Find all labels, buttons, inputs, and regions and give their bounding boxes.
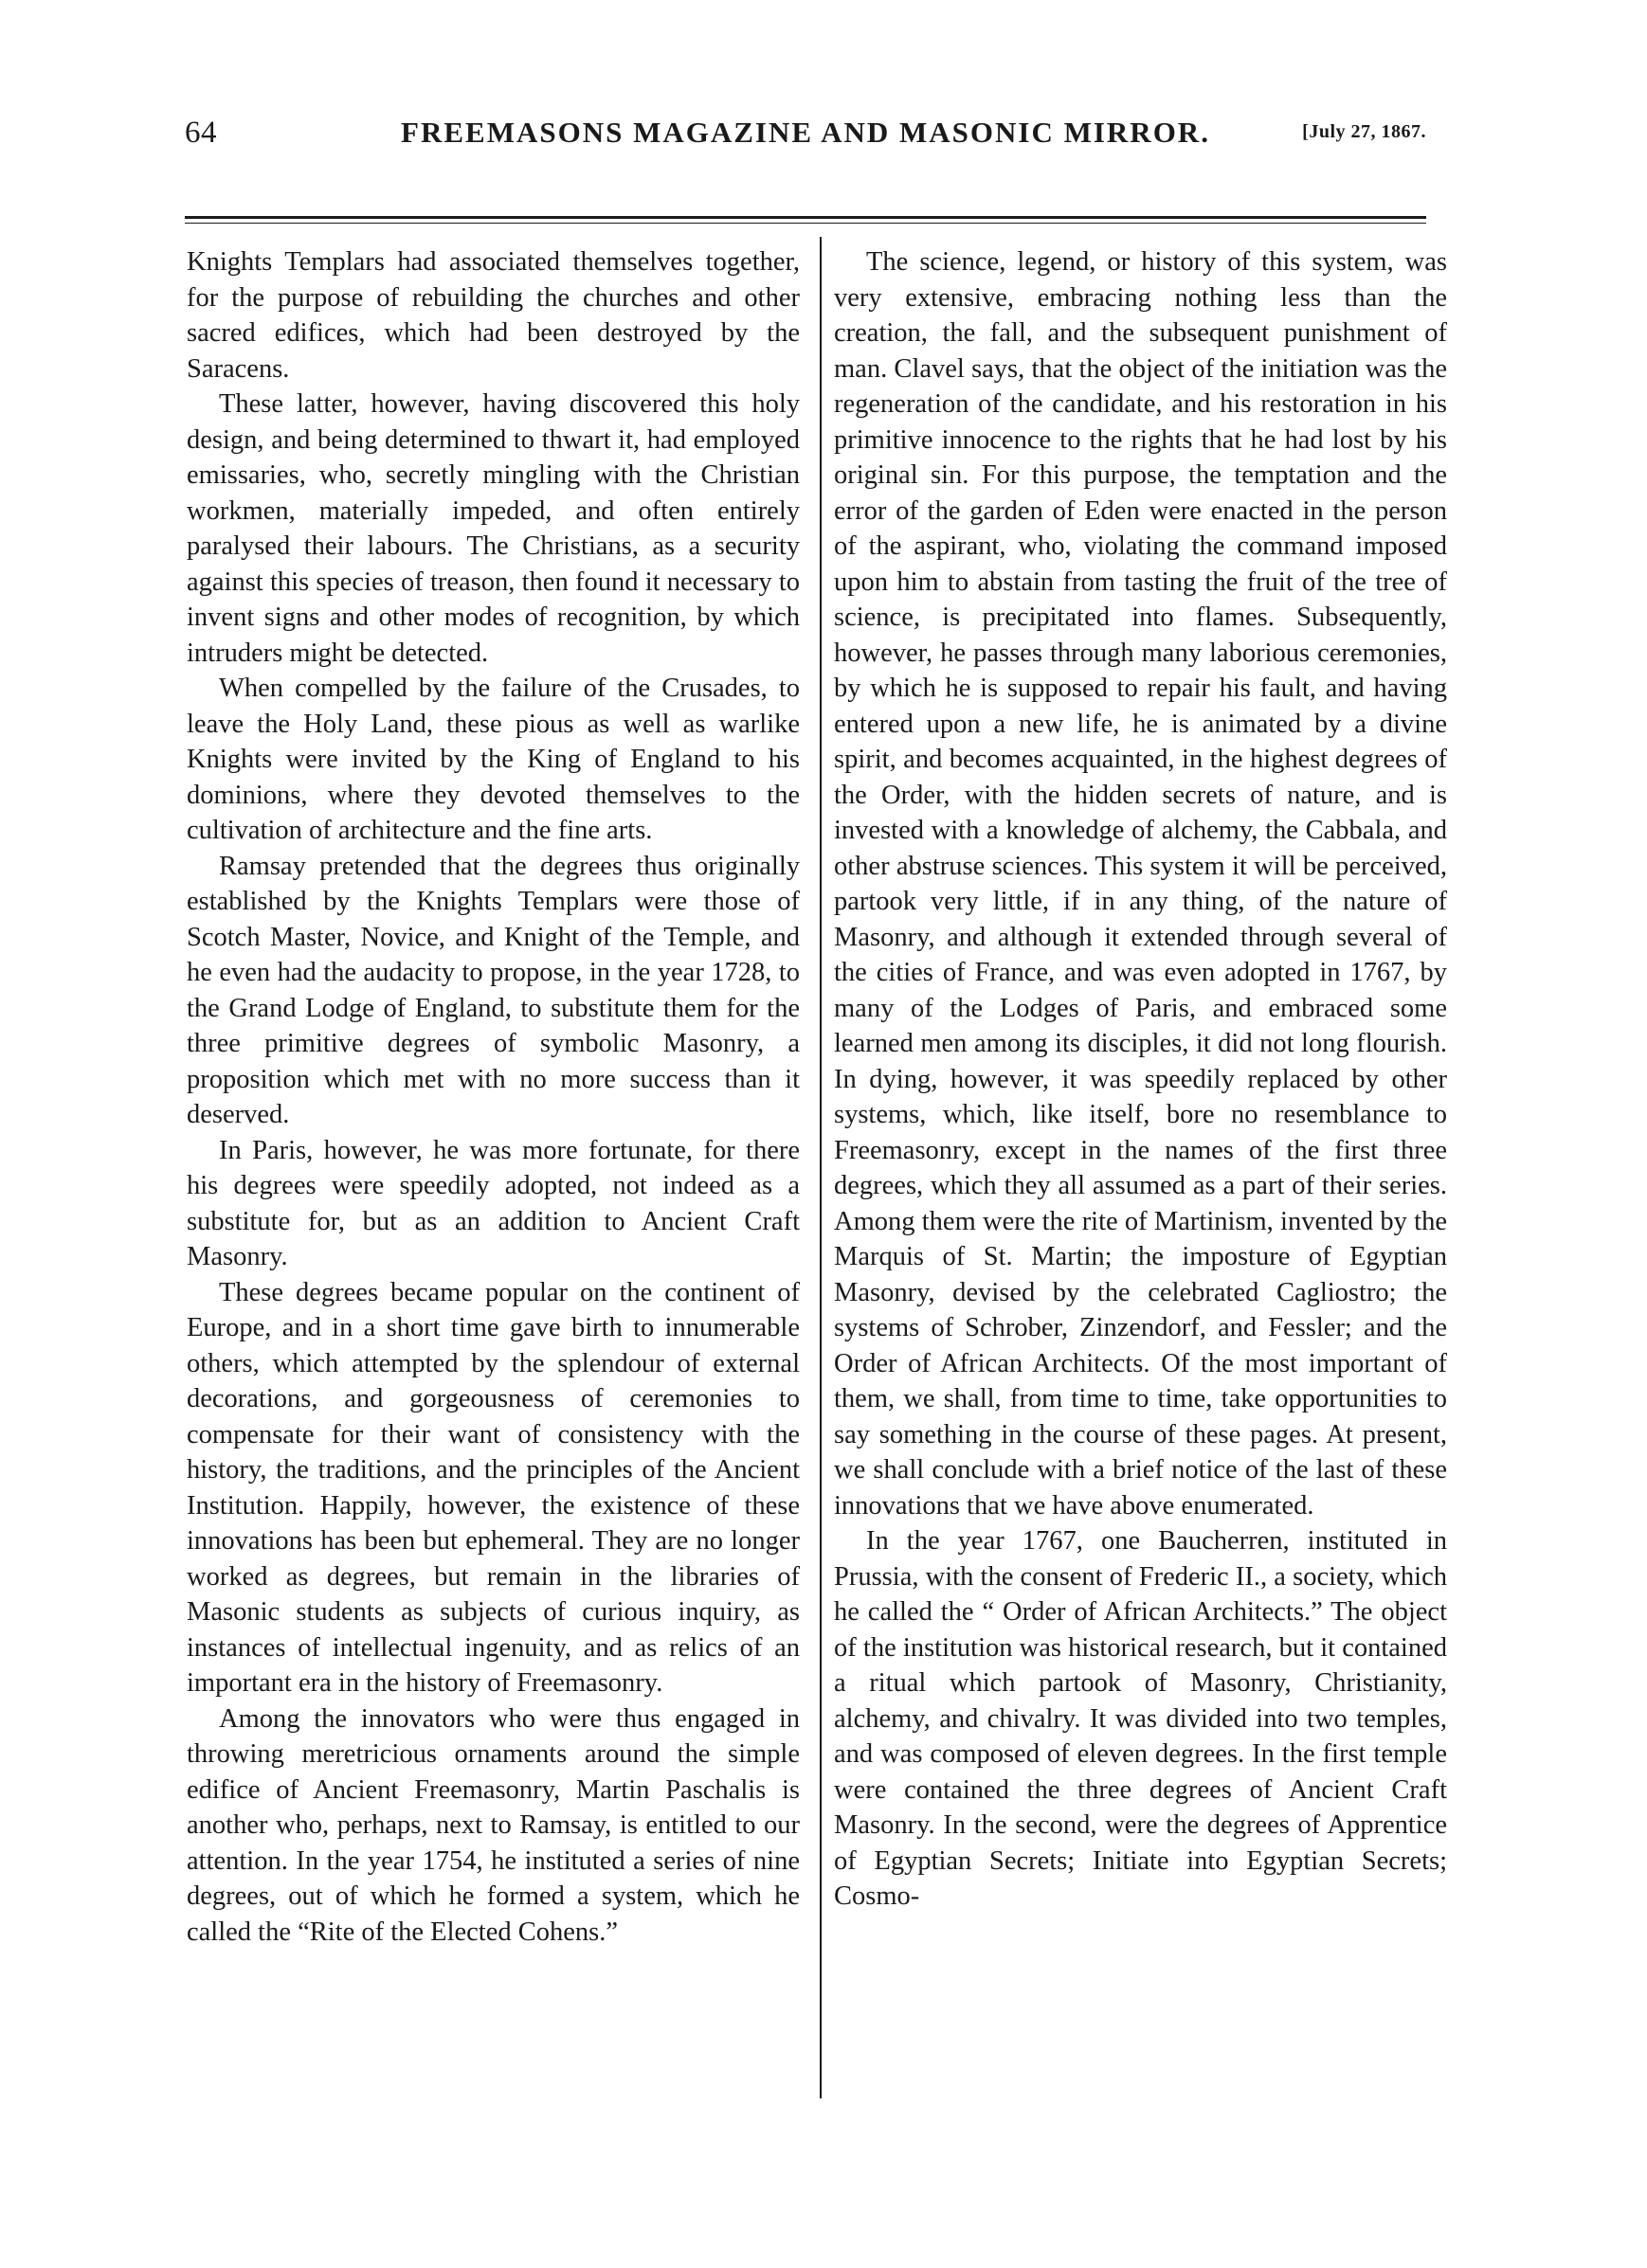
column-divider	[820, 237, 822, 2098]
paragraph: These degrees became popular on the continent of Europe, and in a short time gave birth to innumerable others, which attempted by the splendour of external decorations, and gorgeousness of ceremonies to compensate for their want of consistency with the history, the traditions, and the principles of the Ancient Institution. Happily, however, the existence of these innovations has been but ephemeral. They are no longer worked as degrees, but remain in the libraries of Masonic students as subjects of curious inquiry, as instances of intellectual ingenuity, and as relics of an important era in the history of Freemasonry.	[187, 1277, 800, 1698]
header-rule-thin	[185, 223, 1426, 224]
left-column	[187, 244, 800, 1950]
paragraph: When compelled by the failure of the Crusades, to leave the Holy Land, these pious as well as warlike Knights were invited by the King of England to his dominions, where they devoted themselves to the cultivation of architecture and the fine arts.	[187, 674, 800, 845]
paragraph: Knights Templars had associated themselves together, for the purpose of rebuilding the churches and other sacred edifices, which had been destroyed by the Saracens.	[187, 247, 800, 384]
paragraph: In the year 1767, one Baucherren, instituted in Prussia, with the consent of Frederic II., a society, which he called the “ Order of African Architects.” The object of the institution was historical research, but it contained a ritual which partook of Masonry, Christianity, alchemy, and chivalry. It was divided into two temples, and was composed of eleven degrees. In the first temple were contained the three degrees of Ancient Craft Masonry. In the second, were the degrees of Apprentice of Egyptian Secrets; Initiate into Egyptian Secrets; Cosmo-	[834, 1526, 1447, 1911]
paragraph: Ramsay pretended that the degrees thus originally established by the Knights Templars were those of Scotch Master, Novice, and Knight of the Temple, and he even had the audacity to propose, in the year 1728, to the Grand Lodge of England, to substitute them for the three primitive degrees of symbolic Masonry, a proposition which met with no more success than it deserved.	[187, 851, 800, 1129]
page-number: 64	[185, 116, 217, 150]
running-title: FREEMASONS MAGAZINE AND MASONIC MIRROR.	[401, 116, 1210, 149]
issue-date: [July 27, 1867.	[1302, 121, 1426, 142]
paragraph: Among the innovators who were thus engaged in throwing meretricious ornaments around the simple edifice of Ancient Freemasonry, Martin Paschalis is another who, perhaps, next to Ramsay, is entitled to our attention. In the year 1754, he instituted a series of nine degrees, out of which he formed a system, which he called the “Rite of the Elected Cohens.”	[187, 1703, 800, 1947]
paragraph: In Paris, however, he was more fortunate, for there his degrees were speedily adopted, not indeed as a substitute for, but as an addition to Ancient Craft Masonry.	[187, 1135, 800, 1271]
page-header	[185, 116, 1426, 172]
paragraph: These latter, however, having discovered this holy design, and being determined to thwart it, had employed emissaries, who, secretly mingling with the Christian workmen, materially impeded, and often entirely paralysed their labours. The Christians, as a security against this species of treason, then found it necessary to invent signs and other modes of recognition, by which intruders might be detected.	[187, 389, 800, 668]
paragraph: The science, legend, or history of this system, was very extensive, embracing nothing less than the creation, the fall, and the subsequent punishment of man. Clavel says, that the object of the initiation was the regeneration of the candidate, and his restoration in his primitive innocence to the rights that he had lost by his original sin. For this purpose, the temptation and the error of the garden of Eden were enacted in the person of the aspirant, who, violating the command imposed upon him to abstain from tasting the fruit of the tree of science, is precipitated into flames. Subsequently, however, he passes through many laborious ceremonies, by which he is supposed to repair his fault, and having entered upon a new life, he is animated by a divine spirit, and becomes acquainted, in the highest degrees of the Order, with the hidden secrets of nature, and is invested with a knowledge of alchemy, the Cabbala, and other abstruse sciences. This system it will be perceived, partook very little, if in any thing, of the nature of Masonry, and although it extended through several of the cities of France, and was even adopted in 1767, by many of the Lodges of Paris, and embraced some learned men among its disciples, it did not long flourish. In dying, however, it was speedily replaced by other systems, which, like itself, bore no resemblance to Freemasonry, except in the names of the first three degrees, which they all assumed as a part of their series. Among them were the rite of Martinism, invented by the Marquis of St. Martin; the imposture of Egyptian Masonry, devised by the celebrated Cagliostro; the systems of Schrober, Zinzendorf, and Fessler; and the Order of African Architects. Of the most important of them, we shall, from time to time, take opportunities to say something in the course of these pages. At present, we shall conclude with a brief notice of the last of these innovations that we have above enumerated.	[834, 247, 1447, 1521]
header-rule-thick	[185, 216, 1426, 219]
right-column	[834, 244, 1447, 1915]
